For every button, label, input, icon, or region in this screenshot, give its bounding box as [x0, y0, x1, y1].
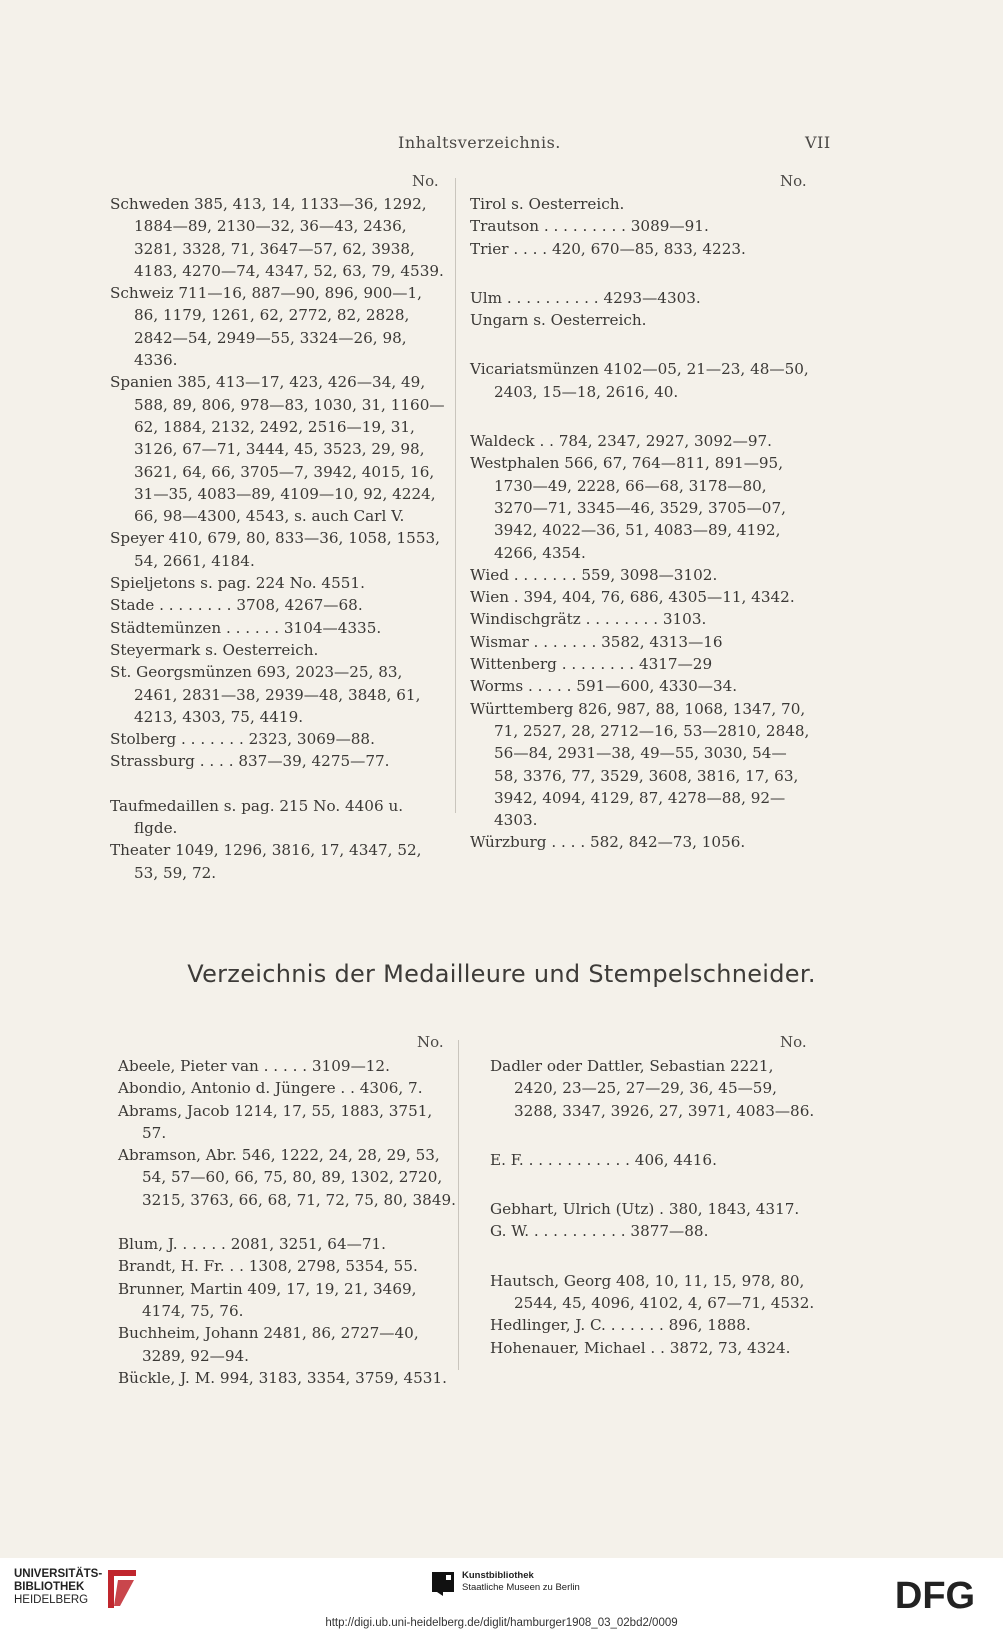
medallist-bueckle: Bückle, J. M. 994, 3183, 3354, 3759, 4531.	[118, 1368, 447, 1387]
bottom-left-no-label: No.	[417, 1033, 444, 1051]
index-entry-stade: Stade . . . . . . . . 3708, 4267—68.	[110, 596, 363, 615]
page-number: VII	[805, 133, 831, 152]
section-title: Verzeichnis der Medailleure und Stempelschneider.	[187, 960, 816, 988]
medallist-gebhart: Gebhart, Ulrich (Utz) . 380, 1843, 4317.	[490, 1200, 800, 1219]
column-divider	[455, 178, 456, 813]
medallist-abeele: Abeele, Pieter van . . . . . 3109—12.	[118, 1057, 390, 1075]
index-entry-tirol: Tirol s. Oesterreich.	[470, 195, 625, 213]
bottom-right-column	[490, 1055, 820, 1359]
kb-line1: Kunstbibliothek	[462, 1570, 534, 1581]
index-entry-trier: Trier . . . . 420, 670—85, 833, 4223.	[470, 239, 746, 258]
ub-logo-line1: UNIVERSITÄTS-	[14, 1568, 103, 1580]
index-entry-staedtemuenzen: Städtemünzen . . . . . . 3104—4335.	[110, 618, 382, 637]
index-entry-wuerttemberg: Württemberg 826, 987, 88, 1068, 1347, 70, 71, 2527, 28, 2712—16, 53—2810, 2848, 56—84, 2931—38, 49—55, 3030, 54—58, 3376, 77, 3529, 3608, 3816, 17, 63, 3942, 4094, 4129, 87, 4278—88, 92—4303.	[470, 699, 810, 830]
ub-heidelberg-logo-text	[14, 1568, 102, 1607]
medallist-hohenauer: Hohenauer, Michael . . 3872, 73, 4324.	[490, 1338, 791, 1357]
bottom-left-column	[118, 1055, 456, 1389]
running-header-title: Inhaltsverzeichnis.	[398, 133, 561, 152]
index-entry-taufmedaillen: Taufmedaillen s. pag. 215 No. 4406 u. flgde.	[110, 796, 404, 838]
medallist-abrams: Abrams, Jacob 1214, 17, 55, 1883, 3751, 57.	[118, 1101, 433, 1142]
index-entry-worms: Worms . . . . . 591—600, 4330—34.	[470, 677, 738, 696]
medallist-e-f: E. F. . . . . . . . . . . . 406, 4416.	[490, 1150, 717, 1169]
index-entry-st-georgsmuenzen: St. Georgsmünzen 693, 2023—25, 83, 2461, 2831—38, 2939—48, 3848, 61, 4213, 4303, 75, 4419.	[110, 663, 421, 726]
index-entry-wismar: Wismar . . . . . . . 3582, 4313—16	[470, 632, 723, 651]
index-entry-waldeck: Waldeck . . 784, 2347, 2927, 3092—97.	[470, 432, 773, 451]
index-entry-wittenberg: Wittenberg . . . . . . . . 4317—29	[470, 655, 713, 674]
index-entry-trautson: Trautson . . . . . . . . . 3089—91.	[470, 217, 709, 236]
bottom-right-no-label: No.	[780, 1033, 807, 1051]
kunstbibliothek-logo-icon	[430, 1570, 456, 1598]
index-entry-spieljetons: Spieljetons s. pag. 224 No. 4551.	[110, 574, 365, 593]
top-right-no-label: No.	[780, 172, 807, 190]
ub-logo-line3: HEIDELBERG	[14, 1594, 89, 1606]
top-right-column	[470, 193, 810, 854]
kunstbibliothek-logo-text	[462, 1570, 580, 1594]
index-entry-schweden: Schweden 385, 413, 14, 1133—36, 1292, 1884—89, 2130—32, 36—43, 2436, 3281, 3328, 71, 3647—57, 62, 3938, 4183, 4270—74, 4347, 52, 63, 79, 4539.	[110, 195, 444, 280]
dfg-logo-text: DFG	[894, 1575, 976, 1614]
index-entry-wien: Wien . 394, 404, 76, 686, 4305—11, 4342.	[470, 588, 795, 607]
index-entry-stolberg: Stolberg . . . . . . . 2323, 3069—88.	[110, 730, 375, 749]
medallist-buchheim: Buchheim, Johann 2481, 86, 2727—40, 3289, 92—94.	[118, 1324, 419, 1365]
index-entry-steyermark: Steyermark s. Oesterreich.	[110, 640, 319, 659]
medallist-g-w: G. W. . . . . . . . . . . 3877—88.	[490, 1222, 709, 1241]
index-entry-speyer: Speyer 410, 679, 80, 833—36, 1058, 1553, 54, 2661, 4184.	[110, 529, 440, 570]
medallist-hautsch: Hautsch, Georg 408, 10, 11, 15, 978, 80, 2544, 45, 4096, 4102, 4, 67—71, 4532.	[490, 1271, 815, 1313]
index-entry-spanien: Spanien 385, 413—17, 423, 426—34, 49, 588, 89, 806, 978—83, 1030, 31, 1160—62, 1884, 2132, 2492, 2516—19, 31, 3126, 67—71, 3444, 45, 3523, 29, 98, 3621, 64, 66, 3705—7, 3942, 4015, 16, 31—35, 4083—89, 4109—10, 92, 4224, 66, 98—4300, 4543, s. auch Carl V.	[110, 373, 445, 526]
top-left-column	[110, 193, 450, 884]
index-entry-wuerzburg: Würzburg . . . . 582, 842—73, 1056.	[470, 833, 746, 852]
source-url[interactable]: http://digi.ub.uni-heidelberg.de/diglit/hamburger1908_03_02bd2/0009	[325, 1617, 678, 1629]
index-entry-strassburg: Strassburg . . . . 837—39, 4275—77.	[110, 752, 390, 771]
medallist-blum: Blum, J. . . . . . 2081, 3251, 64—71.	[118, 1235, 386, 1254]
ub-logo-line2: BIBLIOTHEK	[14, 1581, 85, 1593]
medallist-hedlinger: Hedlinger, J. C. . . . . . . 896, 1888.	[490, 1316, 751, 1335]
medallist-brunner: Brunner, Martin 409, 17, 19, 21, 3469, 4174, 75, 76.	[118, 1279, 417, 1320]
medallist-abondio: Abondio, Antonio d. Jüngere . . 4306, 7.	[118, 1079, 423, 1098]
column-divider-bottom	[458, 1040, 459, 1370]
ub-heidelberg-logo-icon	[100, 1566, 140, 1612]
footer-bar	[0, 1558, 1003, 1631]
index-entry-wied: Wied . . . . . . . 559, 3098—3102.	[470, 565, 718, 584]
index-entry-ungarn: Ungarn s. Oesterreich.	[470, 311, 647, 330]
medallist-dadler: Dadler oder Dattler, Sebastian 2221, 2420, 23—25, 27—29, 36, 45—59, 3288, 3347, 3926, 27, 3971, 4083—86.	[490, 1057, 815, 1120]
dfg-logo	[883, 1574, 987, 1614]
index-entry-schweiz: Schweiz 711—16, 887—90, 896, 900—1, 86, 1179, 1261, 62, 2772, 82, 2828, 2842—54, 2949—55, 3324—26, 98, 4336.	[110, 284, 422, 370]
index-entry-vicariatsmuenzen: Vicariatsmünzen 4102—05, 21—23, 48—50, 2403, 15—18, 2616, 40.	[470, 360, 809, 401]
index-entry-westphalen: Westphalen 566, 67, 764—811, 891—95, 1730—49, 2228, 66—68, 3178—80, 3270—71, 3345—46, 3529, 3705—07, 3942, 4022—36, 51, 4083—89, 4192, 4266, 4354.	[470, 454, 786, 562]
kb-line2: Staatliche Museen zu Berlin	[462, 1582, 580, 1593]
index-entry-windischgraetz: Windischgrätz . . . . . . . . 3103.	[470, 610, 707, 629]
medallist-brandt: Brandt, H. Fr. . . 1308, 2798, 5354, 55.	[118, 1257, 418, 1276]
index-entry-theater: Theater 1049, 1296, 3816, 17, 4347, 52, 53, 59, 72.	[110, 841, 422, 882]
medallist-abramson: Abramson, Abr. 546, 1222, 24, 28, 29, 53, 54, 57—60, 66, 75, 80, 89, 1302, 2720, 3215, 3763, 66, 68, 71, 72, 75, 80, 3849.	[118, 1146, 456, 1209]
top-left-no-label: No.	[412, 172, 439, 190]
index-entry-ulm: Ulm . . . . . . . . . . 4293—4303.	[470, 288, 701, 307]
